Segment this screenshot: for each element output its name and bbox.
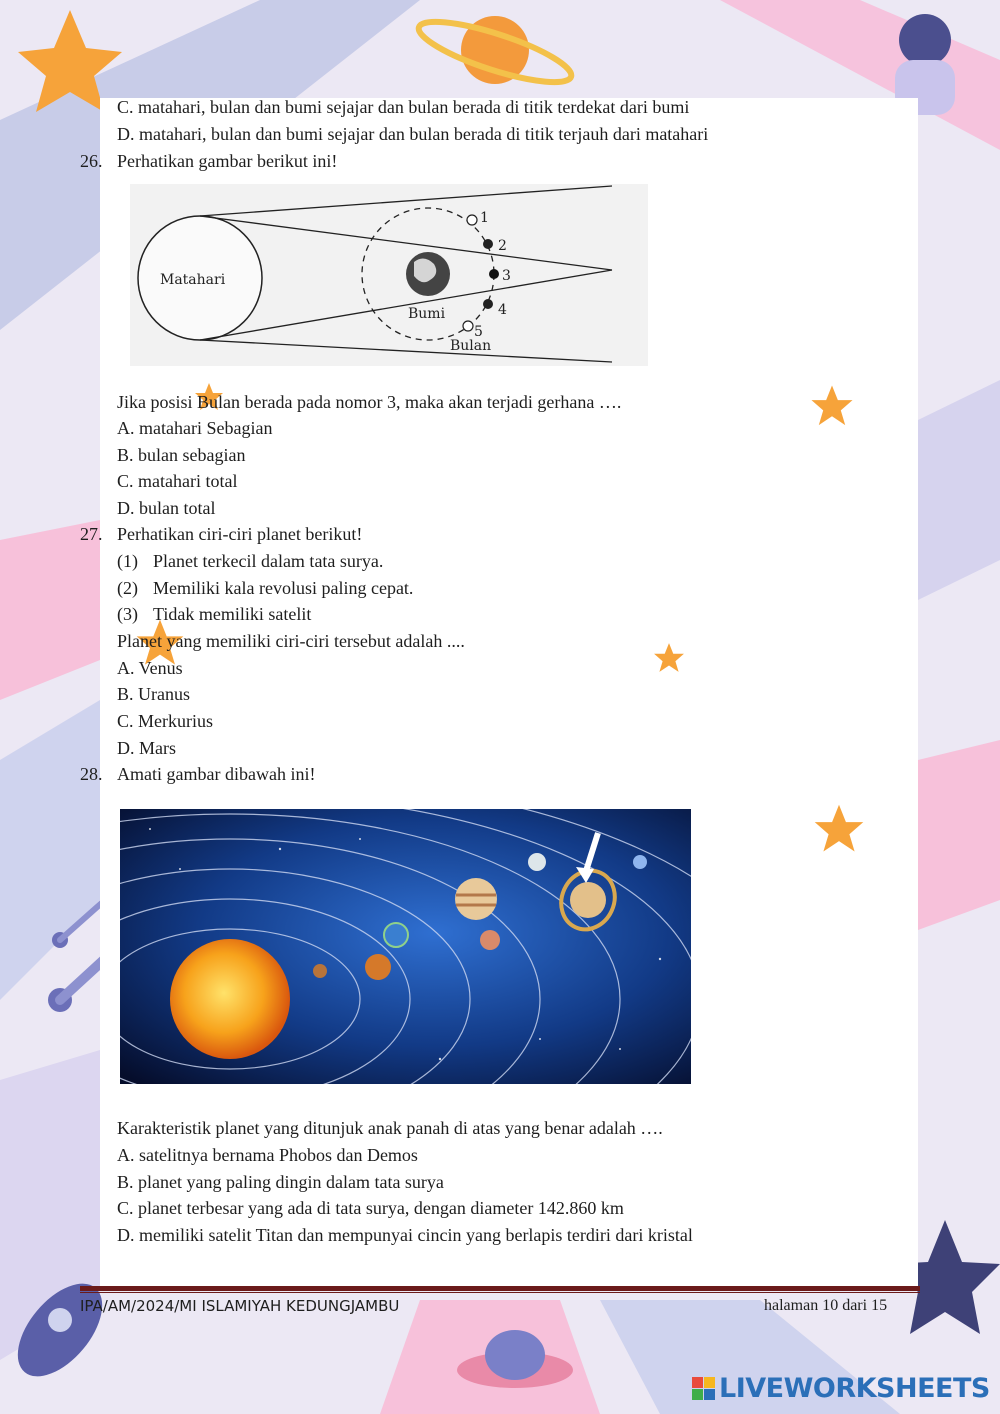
q28-question: Karakteristik planet yang ditunjuk anak panah di atas yang benar adalah …. (117, 1118, 663, 1138)
q25-option-d: D. matahari, bulan dan bumi sejajar dan bulan berada di titik terjauh dari matahari (117, 124, 709, 144)
moon-position-1 (467, 215, 477, 225)
svg-text:4: 4 (498, 302, 507, 318)
q28-option-d: D. memiliki satelit Titan dan mempunyai cincin yang berlapis terdiri dari kristal (117, 1225, 693, 1245)
liveworksheets-logo-icon (692, 1377, 716, 1401)
q28-option-c: C. planet terbesar yang ada di tata surya, dengan diameter 142.860 km (117, 1198, 624, 1218)
q27-option-a: A. Venus (117, 658, 183, 678)
q27-question: Planet yang memiliki ciri-ciri tersebut adalah .... (117, 631, 465, 651)
footer-page-number: halaman 10 dari 15 (764, 1297, 888, 1314)
moon-position-2 (483, 239, 493, 249)
liveworksheets-brand[interactable] (692, 1373, 992, 1407)
moon-label: Bulan (450, 338, 492, 354)
star-icon (813, 803, 865, 855)
solar-system-image (120, 809, 691, 1084)
q27-trait-2-num: (2) (117, 578, 138, 598)
q26-option-a: A. matahari Sebagian (117, 418, 273, 438)
footer-rule (80, 1286, 920, 1291)
star-icon (810, 384, 854, 428)
star-icon (653, 642, 685, 674)
q25-option-c: C. matahari, bulan dan bumi sejajar dan bulan berada di titik terdekat dari bumi (117, 97, 690, 117)
q26-option-b: B. bulan sebagian (117, 445, 246, 465)
footer-doc-code: IPA/AM/2024/MI ISLAMIYAH KEDUNGJAMBU (80, 1297, 400, 1315)
eclipse-diagram (130, 184, 648, 366)
q27-prompt: Perhatikan ciri-ciri planet berikut! (117, 524, 363, 544)
q27-option-d: D. Mars (117, 738, 176, 758)
svg-text:3: 3 (502, 268, 511, 284)
q26-number: 26. (80, 151, 103, 171)
q28-option-a: A. satelitnya bernama Phobos dan Demos (117, 1145, 418, 1165)
q27-trait-3: Tidak memiliki satelit (153, 604, 312, 624)
saturn-planet (570, 882, 606, 918)
q27-trait-1-num: (1) (117, 551, 138, 571)
footer-rule-thin (80, 1292, 920, 1293)
svg-text:1: 1 (480, 210, 489, 226)
svg-text:5: 5 (474, 324, 483, 340)
sun-image (170, 939, 290, 1059)
q27-trait-1: Planet terkecil dalam tata surya. (153, 551, 384, 571)
liveworksheets-wordmark: LIVEWORKSHEETS (719, 1373, 990, 1404)
moon-position-4 (483, 299, 493, 309)
earth-label: Bumi (408, 306, 446, 322)
q26-option-d: D. bulan total (117, 498, 216, 518)
q26-prompt: Perhatikan gambar berikut ini! (117, 151, 338, 171)
q27-option-b: B. Uranus (117, 684, 190, 704)
q28-number: 28. (80, 764, 103, 784)
q28-option-b: B. planet yang paling dingin dalam tata surya (117, 1172, 444, 1192)
q27-trait-2: Memiliki kala revolusi paling cepat. (153, 578, 414, 598)
q27-trait-3-num: (3) (117, 604, 138, 624)
svg-text:2: 2 (498, 238, 507, 254)
q26-question: Jika posisi Bulan berada pada nomor 3, maka akan terjadi gerhana …. (117, 392, 622, 412)
moon-position-3 (489, 269, 499, 279)
q28-prompt: Amati gambar dibawah ini! (117, 764, 316, 784)
moon-position-5 (463, 321, 473, 331)
sun-label: Matahari (160, 272, 226, 288)
q27-number: 27. (80, 524, 103, 544)
q27-option-c: C. Merkurius (117, 711, 213, 731)
q26-option-c: C. matahari total (117, 471, 238, 491)
